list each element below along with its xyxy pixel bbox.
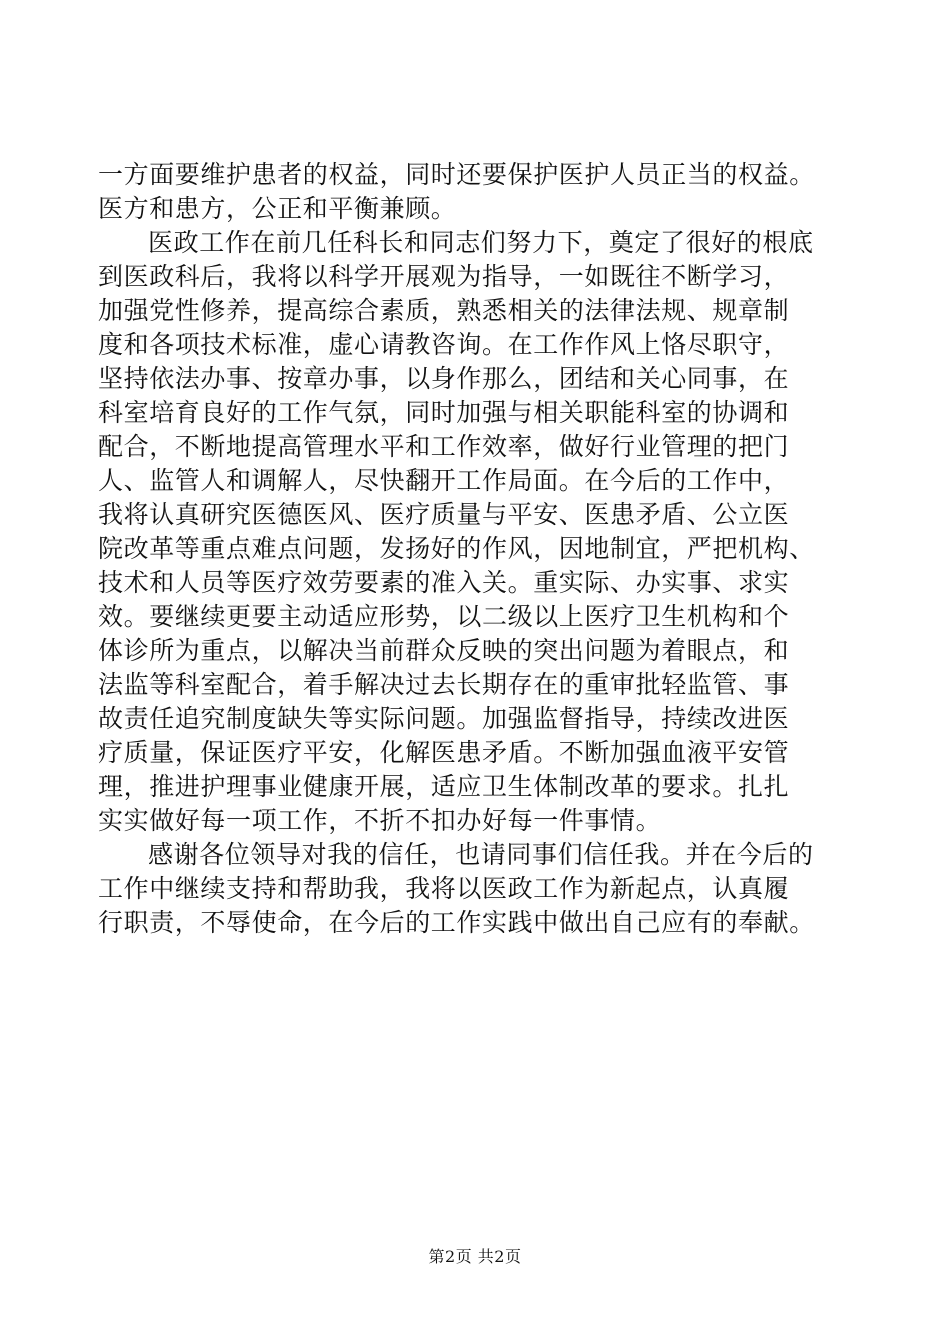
paragraph-start-line: 感谢各位领导对我的信任，也请同事们信任我。并在今后的: [148, 840, 814, 869]
text-line: 疗质量，保证医疗平安，化解医患矛盾。不断加强血液平安管: [98, 738, 790, 767]
text-line: 一方面要维护患者的权益，同时还要保护医护人员正当的权益。: [98, 160, 815, 189]
body-text: [98, 158, 868, 940]
paragraph-start-line: 医政工作在前几任科长和同志们努力下，奠定了很好的根底: [148, 228, 814, 257]
text-line: 效。要继续更要主动适应形势，以二级以上医疗卫生机构和个: [98, 602, 790, 631]
text-line: 医方和患方，公正和平衡兼顾。: [98, 194, 457, 223]
text-line: 人、监管人和调解人，尽快翻开工作局面。在今后的工作中，: [98, 466, 790, 495]
text-line: 院改革等重点难点问题，发扬好的作风，因地制宜，严把机构、: [98, 534, 815, 563]
text-line: 科室培育良好的工作气氛，同时加强与相关职能科室的协调和: [98, 398, 790, 427]
text-line: 理，推进护理事业健康开展，适应卫生体制改革的要求。扎扎: [98, 772, 790, 801]
text-line: 体诊所为重点，以解决当前群众反映的突出问题为着眼点，和: [98, 636, 790, 665]
text-line: 坚持依法办事、按章办事，以身作那么，团结和关心同事，在: [98, 364, 790, 393]
text-line: 行职责，不辱使命，在今后的工作实践中做出自己应有的奉献。: [98, 908, 815, 937]
page-number-footer: 第2页 共2页: [428, 1247, 522, 1266]
text-line: 度和各项技术标准，虚心请教咨询。在工作作风上恪尽职守，: [98, 330, 790, 359]
text-line: 实实做好每一项工作，不折不扣办好每一件事情。: [98, 806, 662, 835]
text-line: 配合，不断地提高管理水平和工作效率，做好行业管理的把门: [98, 432, 790, 461]
text-line: 工作中继续支持和帮助我，我将以医政工作为新起点，认真履: [98, 874, 790, 903]
text-line: 到医政科后，我将以科学开展观为指导，一如既往不断学习，: [98, 262, 790, 291]
text-line: 我将认真研究医德医风、医疗质量与平安、医患矛盾、公立医: [98, 500, 790, 529]
text-line: 故责任追究制度缺失等实际问题。加强监督指导，持续改进医: [98, 704, 790, 733]
text-line: 技术和人员等医疗效劳要素的准入关。重实际、办实事、求实: [98, 568, 790, 597]
text-line: 法监等科室配合，着手解决过去长期存在的重审批轻监管、事: [98, 670, 790, 699]
text-line: 加强党性修养，提高综合素质，熟悉相关的法律法规、规章制: [98, 296, 790, 325]
